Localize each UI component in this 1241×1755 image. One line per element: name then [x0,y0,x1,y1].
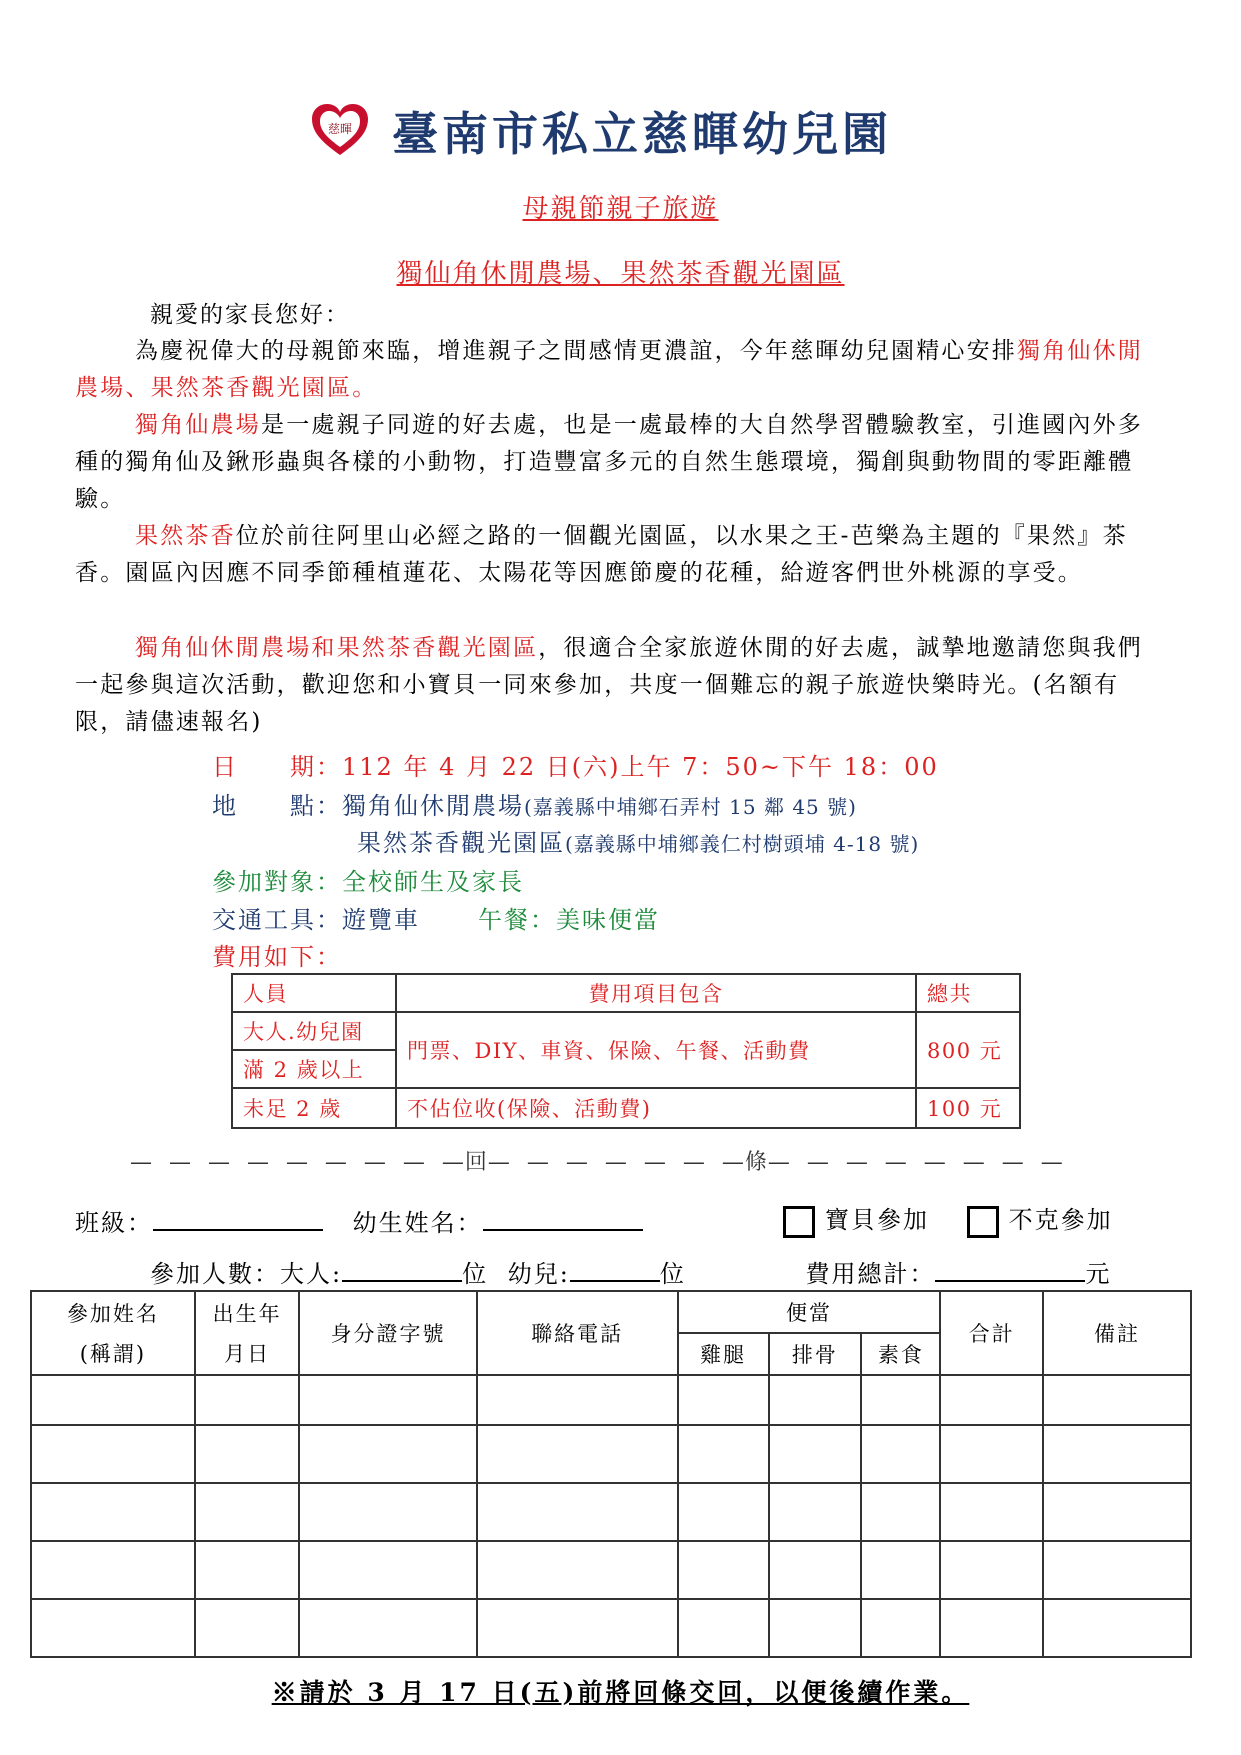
child-name-field[interactable] [483,1205,643,1231]
info-fee-label: 費用如下： [212,943,342,971]
school-name: 臺南市私立慈暉幼兒園 [392,107,892,161]
table-row [31,1483,1191,1541]
fee-header-items: 費用項目包含 [396,974,916,1012]
table-row [31,1425,1191,1483]
col-id: 身分證字號 [299,1291,476,1375]
logo-text: 慈暉 [327,122,353,136]
attendance-options: 寶貝參加 不克參加 [783,1200,1113,1238]
school-logo-heart-icon [310,103,370,157]
event-title: 母親節親子旅遊 [522,194,719,224]
table-row [31,1599,1191,1657]
class-field[interactable] [153,1205,323,1231]
form-class-line: 班級： 幼生姓名： [75,1203,643,1238]
fee-header-person: 人員 [232,974,396,1012]
adult-count-field[interactable] [342,1256,462,1282]
col-name: 參加姓名 (稱謂) [31,1291,195,1375]
fee-table-header [232,974,1020,1012]
col-chicken: 雞腿 [678,1333,769,1375]
col-veg: 素食 [861,1333,940,1375]
fee-person-adult-b: 滿 2 歲以上 [232,1050,396,1088]
greeting: 親愛的家長您好： [150,302,350,328]
reply-slip-divider: — — — — — — — — —回— — — — — — —條— — — — — — — — [130,1150,1064,1175]
attend-checkbox[interactable] [783,1206,815,1238]
col-birth: 出生年 月日 [195,1291,300,1375]
paragraph-farm: 獨角仙農場是一處親子同遊的好去處，也是一處最棒的大自然學習體驗教室，引進國內外多種的獨角仙及鍬形蟲與各樣的小動物，打造豐富多元的自然生態環境，獨創與動物間的零距離體驗。 [75,412,1143,512]
return-deadline-note: ※請於 3 月 17 日(五)前將回條交回，以便後續作業。 [271,1678,970,1707]
fee-row [232,1012,1020,1050]
col-phone: 聯絡電話 [477,1291,678,1375]
info-transport: 交通工具：遊覽車 午餐：美味便當 [212,906,660,934]
info-place: 地 點：獨角仙休閒農場(嘉義縣中埔鄉石弄村 15 鄰 45 號) [212,792,857,820]
fee-person-adult: 大人.幼兒園 [232,1012,396,1050]
col-pork: 排骨 [769,1333,862,1375]
fee-total-child: 100 元 [916,1088,1020,1128]
paragraph-invitation: 獨角仙休閒農場和果然茶香觀光園區，很適合全家旅遊休閒的好去處，誠摯地邀請您與我們一起參與這次活動，歡迎您和小寶貝一同來參加，共度一個難忘的親子旅遊快樂時光。(名額有限，請儘速報名) [75,635,1144,735]
event-locations-title: 獨仙角休閒農場、果然茶香觀光園區 [396,259,845,289]
fee-row [232,1088,1020,1128]
child-count-field[interactable] [570,1256,660,1282]
paragraph-intro: 為慶祝偉大的母親節來臨，增進親子之間感情更濃誼，今年慈暉幼兒園精心安排獨角仙休閒農場、果然茶香觀光園區。 [75,338,1143,401]
fee-person-child: 未足 2 歲 [232,1088,396,1128]
fee-header-total: 總共 [916,974,1020,1012]
col-note: 備註 [1043,1291,1191,1375]
table-row [31,1375,1191,1425]
col-sum: 合計 [940,1291,1043,1375]
info-place-2: 果然茶香觀光園區(嘉義縣中埔鄉義仁村樹頭埔 4-18 號) [357,829,920,857]
info-target: 參加對象：全校師生及家長 [212,868,524,896]
fee-total-field[interactable] [935,1256,1085,1282]
fee-items-adult: 門票、DIY、車資、保險、午餐、活動費 [396,1012,916,1088]
fee-items-child: 不佔位收(保險、活動費) [396,1088,916,1128]
info-date: 日 期：112 年 4 月 22 日(六)上午 7：50~下午 18：00 [212,753,939,781]
paragraph-tea-park: 果然茶香位於前往阿里山必經之路的一個觀光園區，以水果之王-芭樂為主題的『果然』茶香。園區內因應不同季節種植蓮花、太陽花等因應節慶的花種，給遊客們世外桃源的享受。 [75,523,1128,586]
fee-table [231,973,1021,1129]
fee-total-adult: 800 元 [916,1012,1020,1088]
table-row [31,1541,1191,1599]
reg-header-row [31,1291,1191,1333]
registration-table [30,1290,1192,1658]
col-bento: 便當 [678,1291,941,1333]
decline-checkbox[interactable] [967,1206,999,1238]
form-count-line: 參加人數：大人: 位 幼兒: 位 費用總計： 元 [150,1254,1111,1289]
